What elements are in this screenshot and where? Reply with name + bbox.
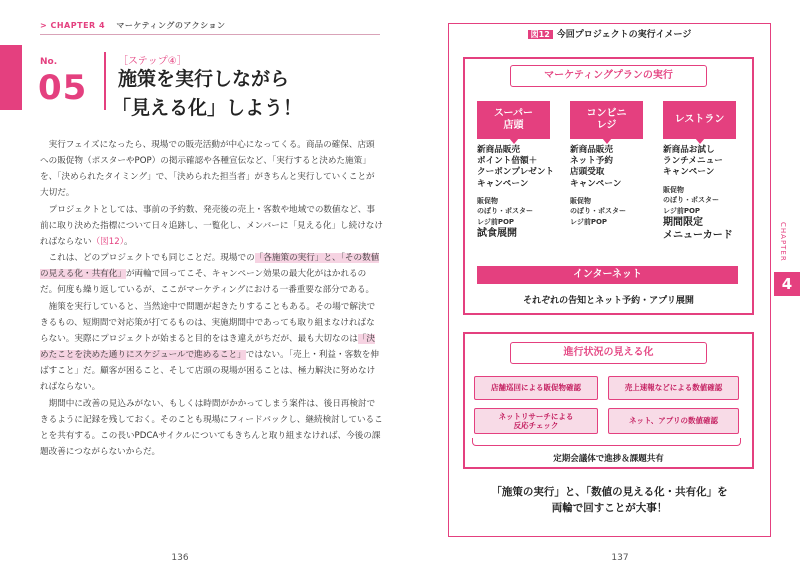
section-number: 05 (38, 68, 88, 108)
supermarket-details: 新商品販売 ポイント倍額＋ クーポンプレゼント キャンペーン 販促物 のぼり・ポスター レジ前POP 試食展開 (477, 145, 567, 240)
chapter-tab: 4 (774, 272, 800, 296)
convenience-store-details: 新商品販売 ネット予約 店頭受取 キャンペーン 販促物 のぼり・ポスター レジ前POP (570, 145, 626, 226)
arrow-down-icon (602, 138, 612, 144)
paragraph: 実行フェイズになったら、現場での販売活動が中心になってくる。商品の確保、店頭への販促物（ポスターやPOP）の掲示確認や各種宣伝など、「実行すると決めた施策」を、「決められたタイミング」で、「決められた担当者」がきちんと実行していくことが大切だ。 (40, 140, 375, 199)
running-header (40, 20, 225, 31)
highlighted-text: 「決めたことを決めた通りにスケジュールで進めること」 (40, 333, 376, 361)
paragraph: これは、どのプロジェクトでも同じことだ。現場での「各施策の実行」と、「その数値の見える化・共有化」が両輪で回ってこそ、キャンペーン効果の最大化がはかれるのだ。何度も繰り返しているが、ここがマーケティングにおける一番重要な部分である。 (40, 253, 380, 296)
plan-header: マーケティングプランの実行 (510, 65, 707, 87)
category-restaurant: レストラン (663, 101, 736, 139)
title-line-2: 「見える化」しよう！ (112, 97, 303, 119)
paragraph: プロジェクトとしては、事前の予約数、発売後の売上・客数や地域での数値など、事前に取り決めた指標について日々追跡し、一覧化し、メンバーに「見える化」し続けなければならない（図12）。 (40, 204, 383, 247)
title-divider (104, 52, 106, 110)
chapter-label: > CHAPTER 4 (40, 21, 106, 30)
category-supermarket: スーパー 店頭 (477, 101, 550, 139)
brace (472, 438, 741, 446)
internet-caption: それぞれの告知とネット予約・アプリ展開 (523, 296, 694, 306)
progress-tag: ネット、アプリの数値確認 (608, 408, 739, 434)
brace-caption: 定期会議体で進捗＆課題共有 (553, 454, 664, 464)
figure-reference: （図12） (91, 236, 124, 247)
internet-bar: インターネット (477, 266, 738, 284)
limited-menu-highlight: 期間限定 (663, 217, 703, 229)
tasting-highlight: 試食展開 (477, 228, 517, 240)
paragraph: 施策を実行していると、当然途中で問題が起きたりすることもある。その場で解決できるもの、短期間で対応策が打てるものは、実施期間中であっても取り組まなければならない。実際にプロジェクトが始まると目的をはき違えがちだが、最も大切なのは「決めたことを決めた通りにスケジュールで進めること」ではない。「売上・利益・客数を伸ばすこと」だ。顧客が困ること、そして店頭の現場が困ることは、極力解決に努めなければならない。 (40, 301, 379, 393)
body-text (40, 137, 383, 460)
page-number-left: 136 (171, 553, 189, 563)
conclusion: 「施策の実行」と、「数値の見える化・共有化」を 両輪で回すことが大事！ (491, 486, 728, 515)
page-number-right: 137 (611, 553, 629, 563)
section-marker-bar (0, 45, 22, 110)
title-line-1: 施策を実行しながら (118, 68, 290, 90)
progress-tag: 売上速報などによる数値確認 (608, 376, 739, 400)
progress-tag: ネットリサーチによる 反応チェック (474, 408, 598, 434)
progress-header: 進行状況の見える化 (510, 342, 707, 364)
arrow-down-icon (695, 138, 705, 144)
category-convenience-store: コンビニ レジ (570, 101, 643, 139)
highlighted-text: 「各施策の実行」と、「その数値の見える化・共有化」 (40, 253, 380, 280)
arrow-down-icon (509, 138, 519, 144)
figure-badge: 図12 (528, 30, 553, 39)
paragraph: 期間中に改善の見込みがない、もしくは時間がかかってしまう案件は、後日再検討できるように記録を残しておく。そのことも現場にフィードバックし、継続検討していることを共有する。この長いPDCAサイクルについてもきちんと取り組まなければ、今後の課題改善につながらないからだ。 (40, 398, 383, 457)
figure-title: 図12 今回プロジェクトの実行イメージ (448, 27, 771, 40)
header-rule (40, 34, 380, 35)
section-no-label: No. (40, 57, 58, 67)
progress-tag: 店舗巡回による販促物確認 (474, 376, 598, 400)
step-label: ［ステップ④］ (118, 56, 187, 67)
section-label: マーケティングのアクション (116, 21, 226, 30)
chapter-side-label: CHAPTER (779, 222, 787, 262)
restaurant-details: 新商品お試し ランチメニュー キャンペーン 販促物 のぼり・ポスター レジ前POP 期間限定 メニューカード (663, 145, 753, 242)
